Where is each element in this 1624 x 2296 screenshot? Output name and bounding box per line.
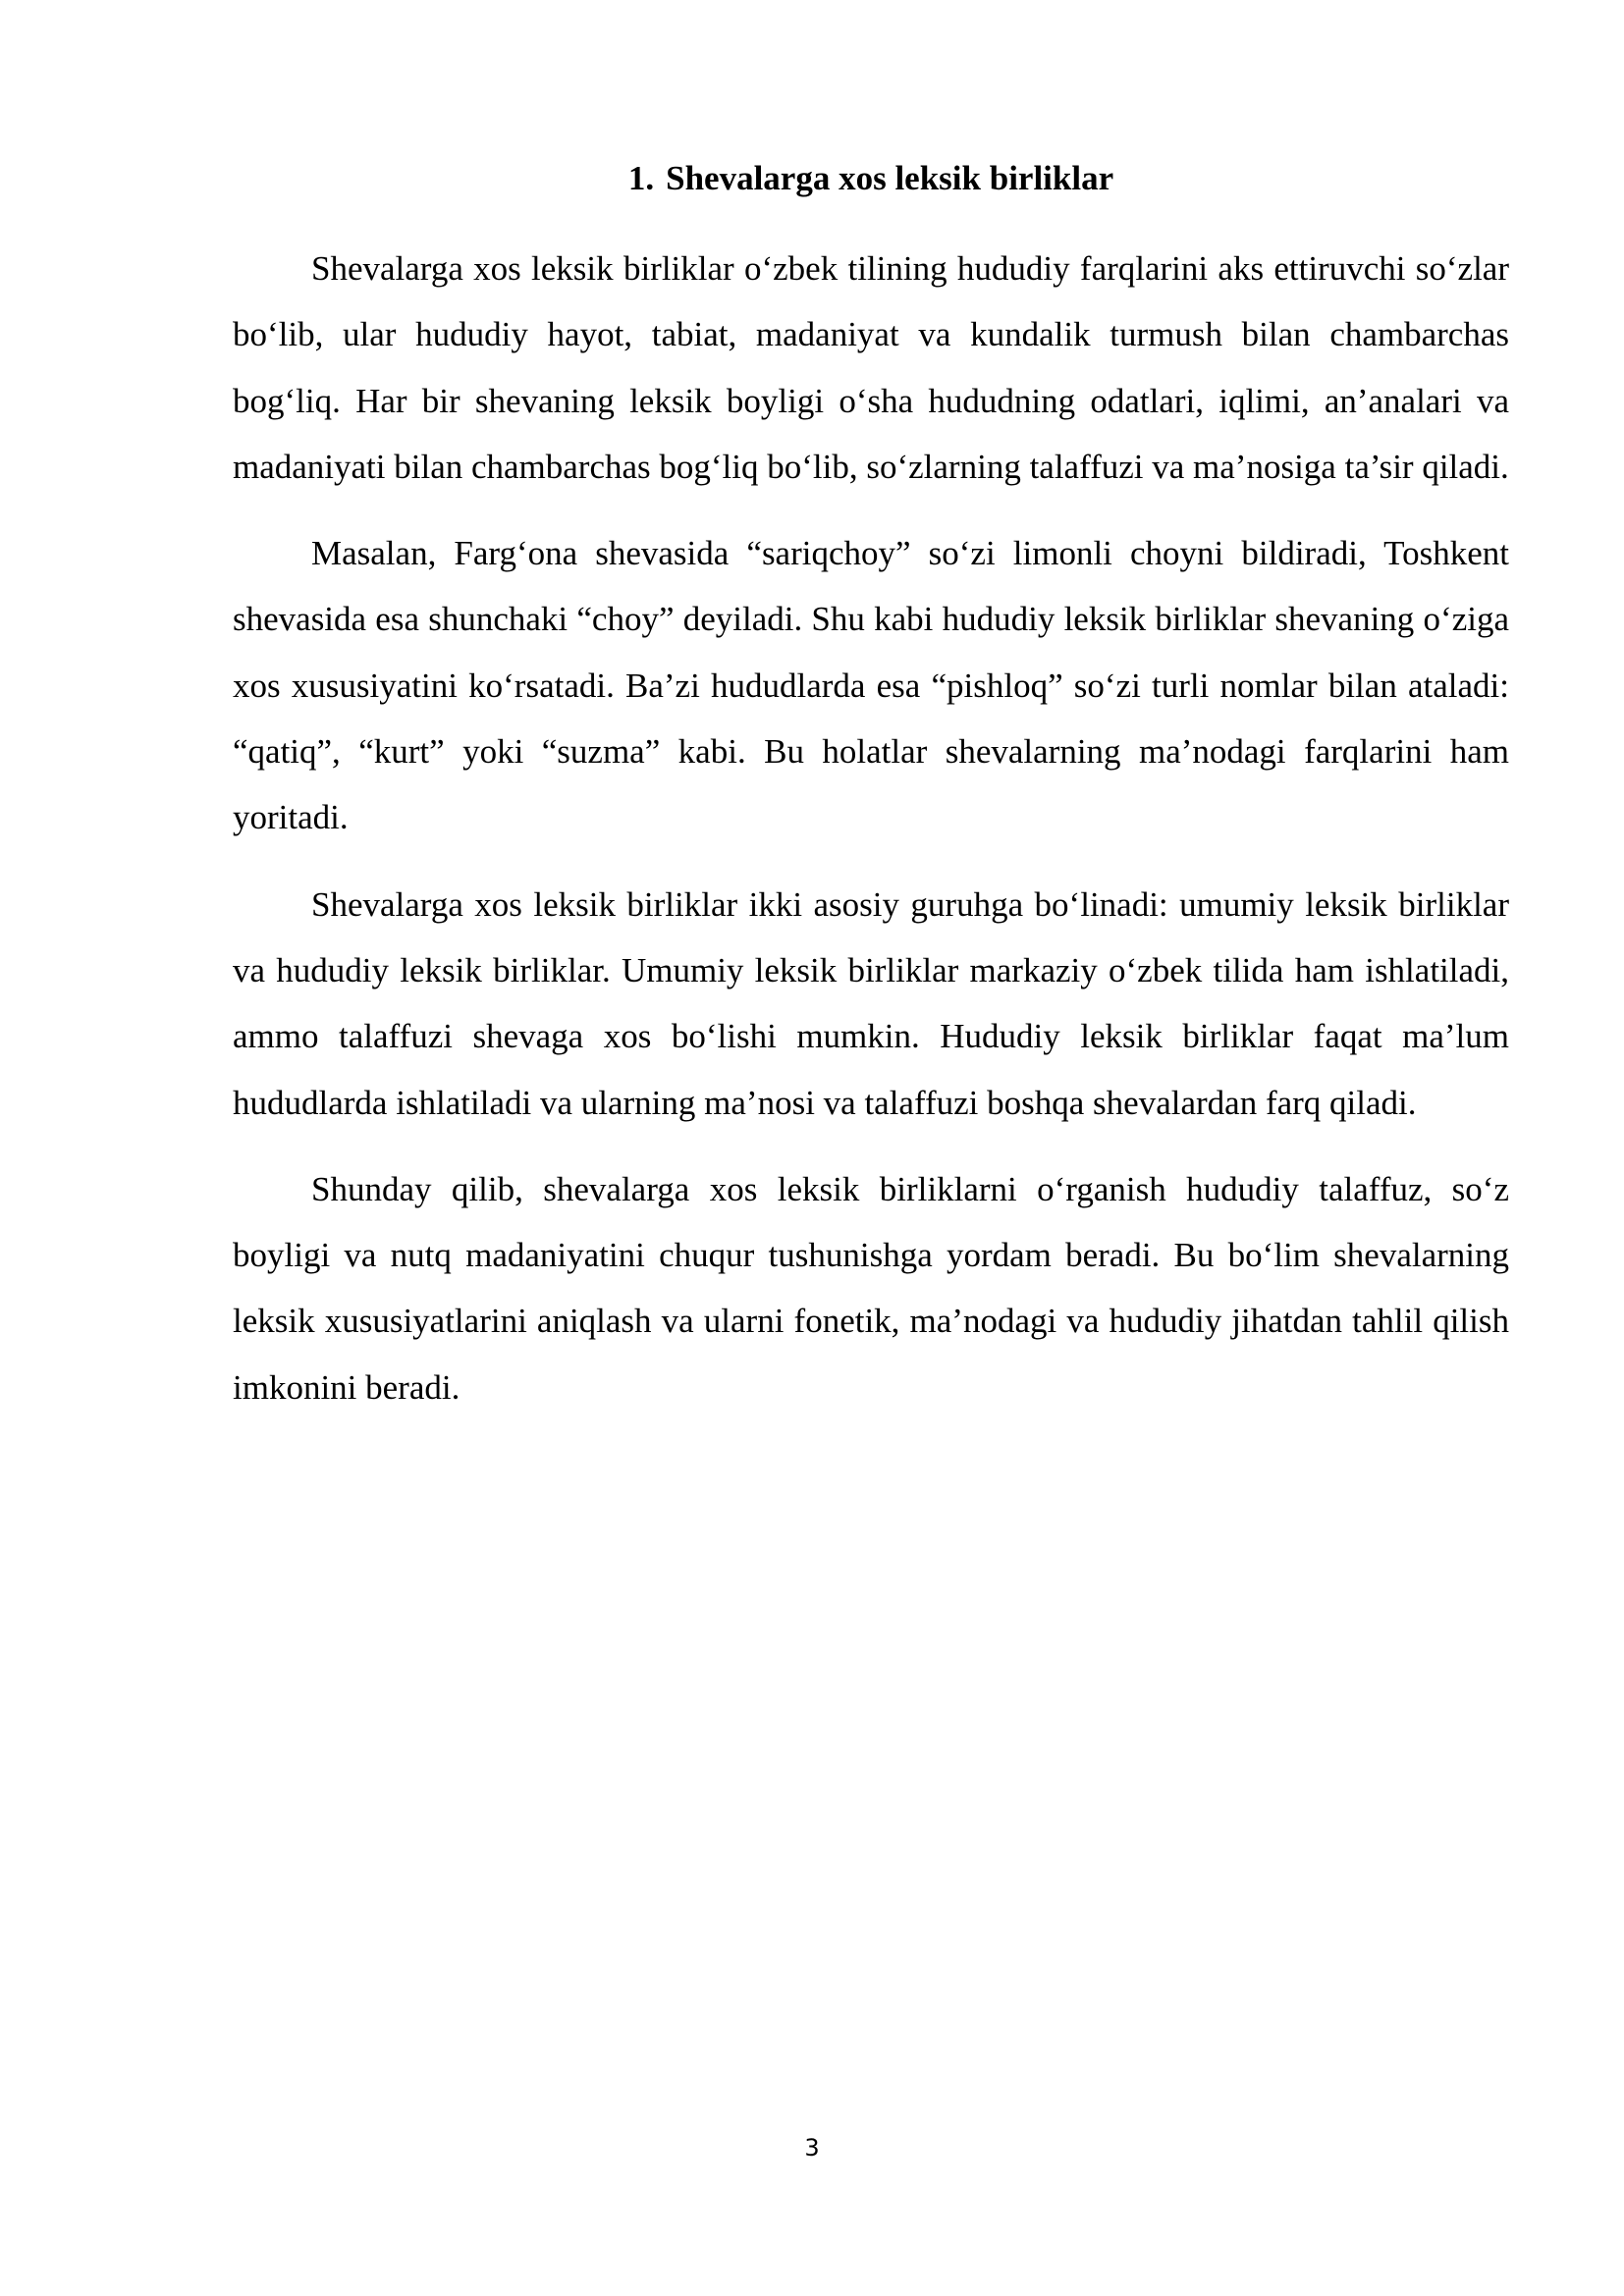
body-text [233, 236, 1509, 1441]
section-number: 1. [627, 159, 655, 197]
paragraph-2: Masalan, Farg‘ona shevasida “sariqchoy” so‘zi limonli choyni bildiradi, Toshkent shevasida esa shunchaki “choy” deyiladi. Shu kabi hududiy leksik birliklar shevaning o‘ziga xos xususiyatini ko‘rsatadi. Ba’zi hududlarda esa “pishloq” so‘zi turli nomlar bilan ataladi: “qatiq”, “kurt” yoki “suzma” kabi. Bu holatlar shevalarning ma’nodagi farqlarini ham yoritadi. [233, 534, 1509, 837]
paragraph-4: Shunday qilib, shevalarga xos leksik birliklarni o‘rganish hududiy talaffuz, so‘z boyligi va nutq madaniyatini chuqur tushunishga yordam beradi. Bu bo‘lim shevalarning leksik xususiyatlarini aniqlash va ularni fonetik, ma’nodagi va hududiy jihatdan tahlil qilish imkonini beradi. [233, 1169, 1509, 1407]
page-number: 3 [804, 2134, 820, 2162]
paragraph-3: Shevalarga xos leksik birliklar ikki asosiy guruhga bo‘linadi: umumiy leksik birliklar va hududiy leksik birliklar. Umumiy leksik birliklar markaziy o‘zbek tilida ham ishlatiladi, ammo talaffuzi shevaga xos bo‘lishi mumkin. Hududiy leksik birliklar faqat ma’lum hududlarda ishlatiladi va ularning ma’nosi va talaffuzi boshqa shevalardan farq qiladi. [233, 884, 1509, 1122]
paragraph-1: Shevalarga xos leksik birliklar o‘zbek tilining hududiy farqlarini aks ettiruvchi so‘zlar bo‘lib, ular hududiy hayot, tabiat, madaniyat va kundalik turmush bilan chambarchas bog‘liq. Har bir shevaning leksik boyligi o‘sha hududning odatlari, iqlimi, an’analari va madaniyati bilan chambarchas bog‘liq bo‘lib, so‘zlarning talaffuzi va ma’nosiga ta’sir qiladi. [233, 249, 1509, 486]
section-heading [233, 147, 1509, 210]
section-title: Shevalarga xos leksik birliklar [666, 159, 1114, 197]
